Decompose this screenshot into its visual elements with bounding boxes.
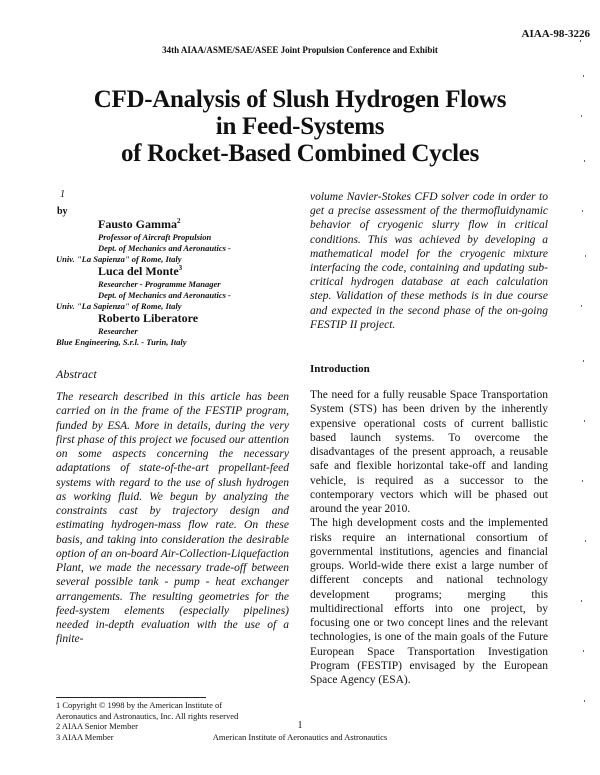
title-line: of Rocket-Based Combined Cycles xyxy=(120,140,480,167)
title-line: in Feed-Systems xyxy=(215,113,385,140)
footnote: 2 AIAA Senior Member xyxy=(56,721,138,731)
author-position: Professor of Aircraft Propulsion xyxy=(98,232,212,242)
title-line: CFD-Analysis of Slush Hydrogen Flows xyxy=(93,86,507,113)
author-name: Luca del Monte$^3$ xyxy=(98,264,183,278)
author-affiliation: Univ. "La Sapienza" of Rome, Italy xyxy=(56,254,182,264)
abstract-text: The research described in this article has been carried on in the frame of the FESTIP program, funded by ESA. More in details, during the very first phase of this project we focused our attention on some aspects concerning the necessary adaptations of state-of-the-art propellant-feed systems with regard to the use of slush hydrogen as working fluid. We begun by analyzing the constraints cast by trajectory design and estimating hydrogen-mass flow rate. On these basis, and taking into consideration the desirable option of an on-board Air-Collection-Liquefaction Plant, we made the necessary trade-off between several possible tank - pump - heat exchanger arrangements. The resulting geometries for the feed-system elements (especially pipelines) needed in-depth evaluation with the use of a finite- xyxy=(56,391,289,646)
organization-footer: American Institute of Aeronautics and Astronautics xyxy=(212,732,388,742)
scan-margin-specks xyxy=(578,40,588,740)
paper-title xyxy=(0,86,600,167)
author-position: Researcher xyxy=(98,326,138,336)
paper-id: AIAA-98-3226 xyxy=(521,28,590,40)
author-name: Fausto Gamma$^2$ xyxy=(98,217,181,231)
paragraph: The high development costs and the implemented risks require an international consortium of governmental institutions, agencies and financial groups. World-wide there exist a large number of different concepts and national technology development programs; merging this multidirectional efforts into one project, by focusing one or two concept lines and the relevant technologies, is one of the main goals of the Future European Space Transportation Investigation Program (FESTIP) envisaged by the European Space Agency (ESA). xyxy=(310,517,548,686)
author-department: Dept. of Mechanics and Aeronautics - xyxy=(98,243,231,253)
author-name: Roberto Liberatore xyxy=(98,311,199,325)
footnote: Aeronautics and Astronautics, Inc. All rights reserved xyxy=(56,710,239,721)
footnote-mark: 1 xyxy=(60,189,65,200)
footnote-rule xyxy=(56,697,206,698)
by-label: by xyxy=(57,206,68,217)
paragraph: The need for a fully reusable Space Transportation System (STS) has been driven by the inherently expensive operational costs of current ballistic based launch systems. To overcome the disadvantages of the present approach, a reusable safe and flexible horizontal take-off and landing vehicle, is required as a successor to the contemporary vectors which will be phased out around the year 2010. xyxy=(310,389,548,515)
footnote: 3 AIAA Member xyxy=(56,731,114,742)
introduction-heading: Introduction xyxy=(310,363,370,375)
abstract-continued: volume Navier-Stokes CFD solver code in order to get a precise assessment of the thermofluidynamic behavior of cryogenic slurry flow in critical conditions. This was achieved by developing a mathematical model for the cryogenic mixture interfacing the code, containing and updating sub-critical hydrogen database at each calculation step. Validation of these methods is in due course and expected in the second phase of the on-going FESTIP II project. xyxy=(310,191,548,331)
conference-name: 34th AIAA/ASME/SAE/ASEE Joint Propulsion Conference and Exhibit xyxy=(162,45,438,55)
introduction-body xyxy=(310,388,548,687)
page-number: 1 xyxy=(297,720,303,731)
author-department: Dept. of Mechanics and Aeronautics - xyxy=(98,290,231,300)
abstract-heading: Abstract xyxy=(56,367,97,381)
author-affiliation: Univ. "La Sapienza" of Rome, Italy xyxy=(56,301,182,311)
footnote: 1 Copyright © 1998 by the American Institute of xyxy=(56,700,223,710)
author-affiliation: Blue Engineering, S.r.l. - Turin, Italy xyxy=(56,337,187,347)
author-position: Researcher - Programme Manager xyxy=(98,279,221,289)
